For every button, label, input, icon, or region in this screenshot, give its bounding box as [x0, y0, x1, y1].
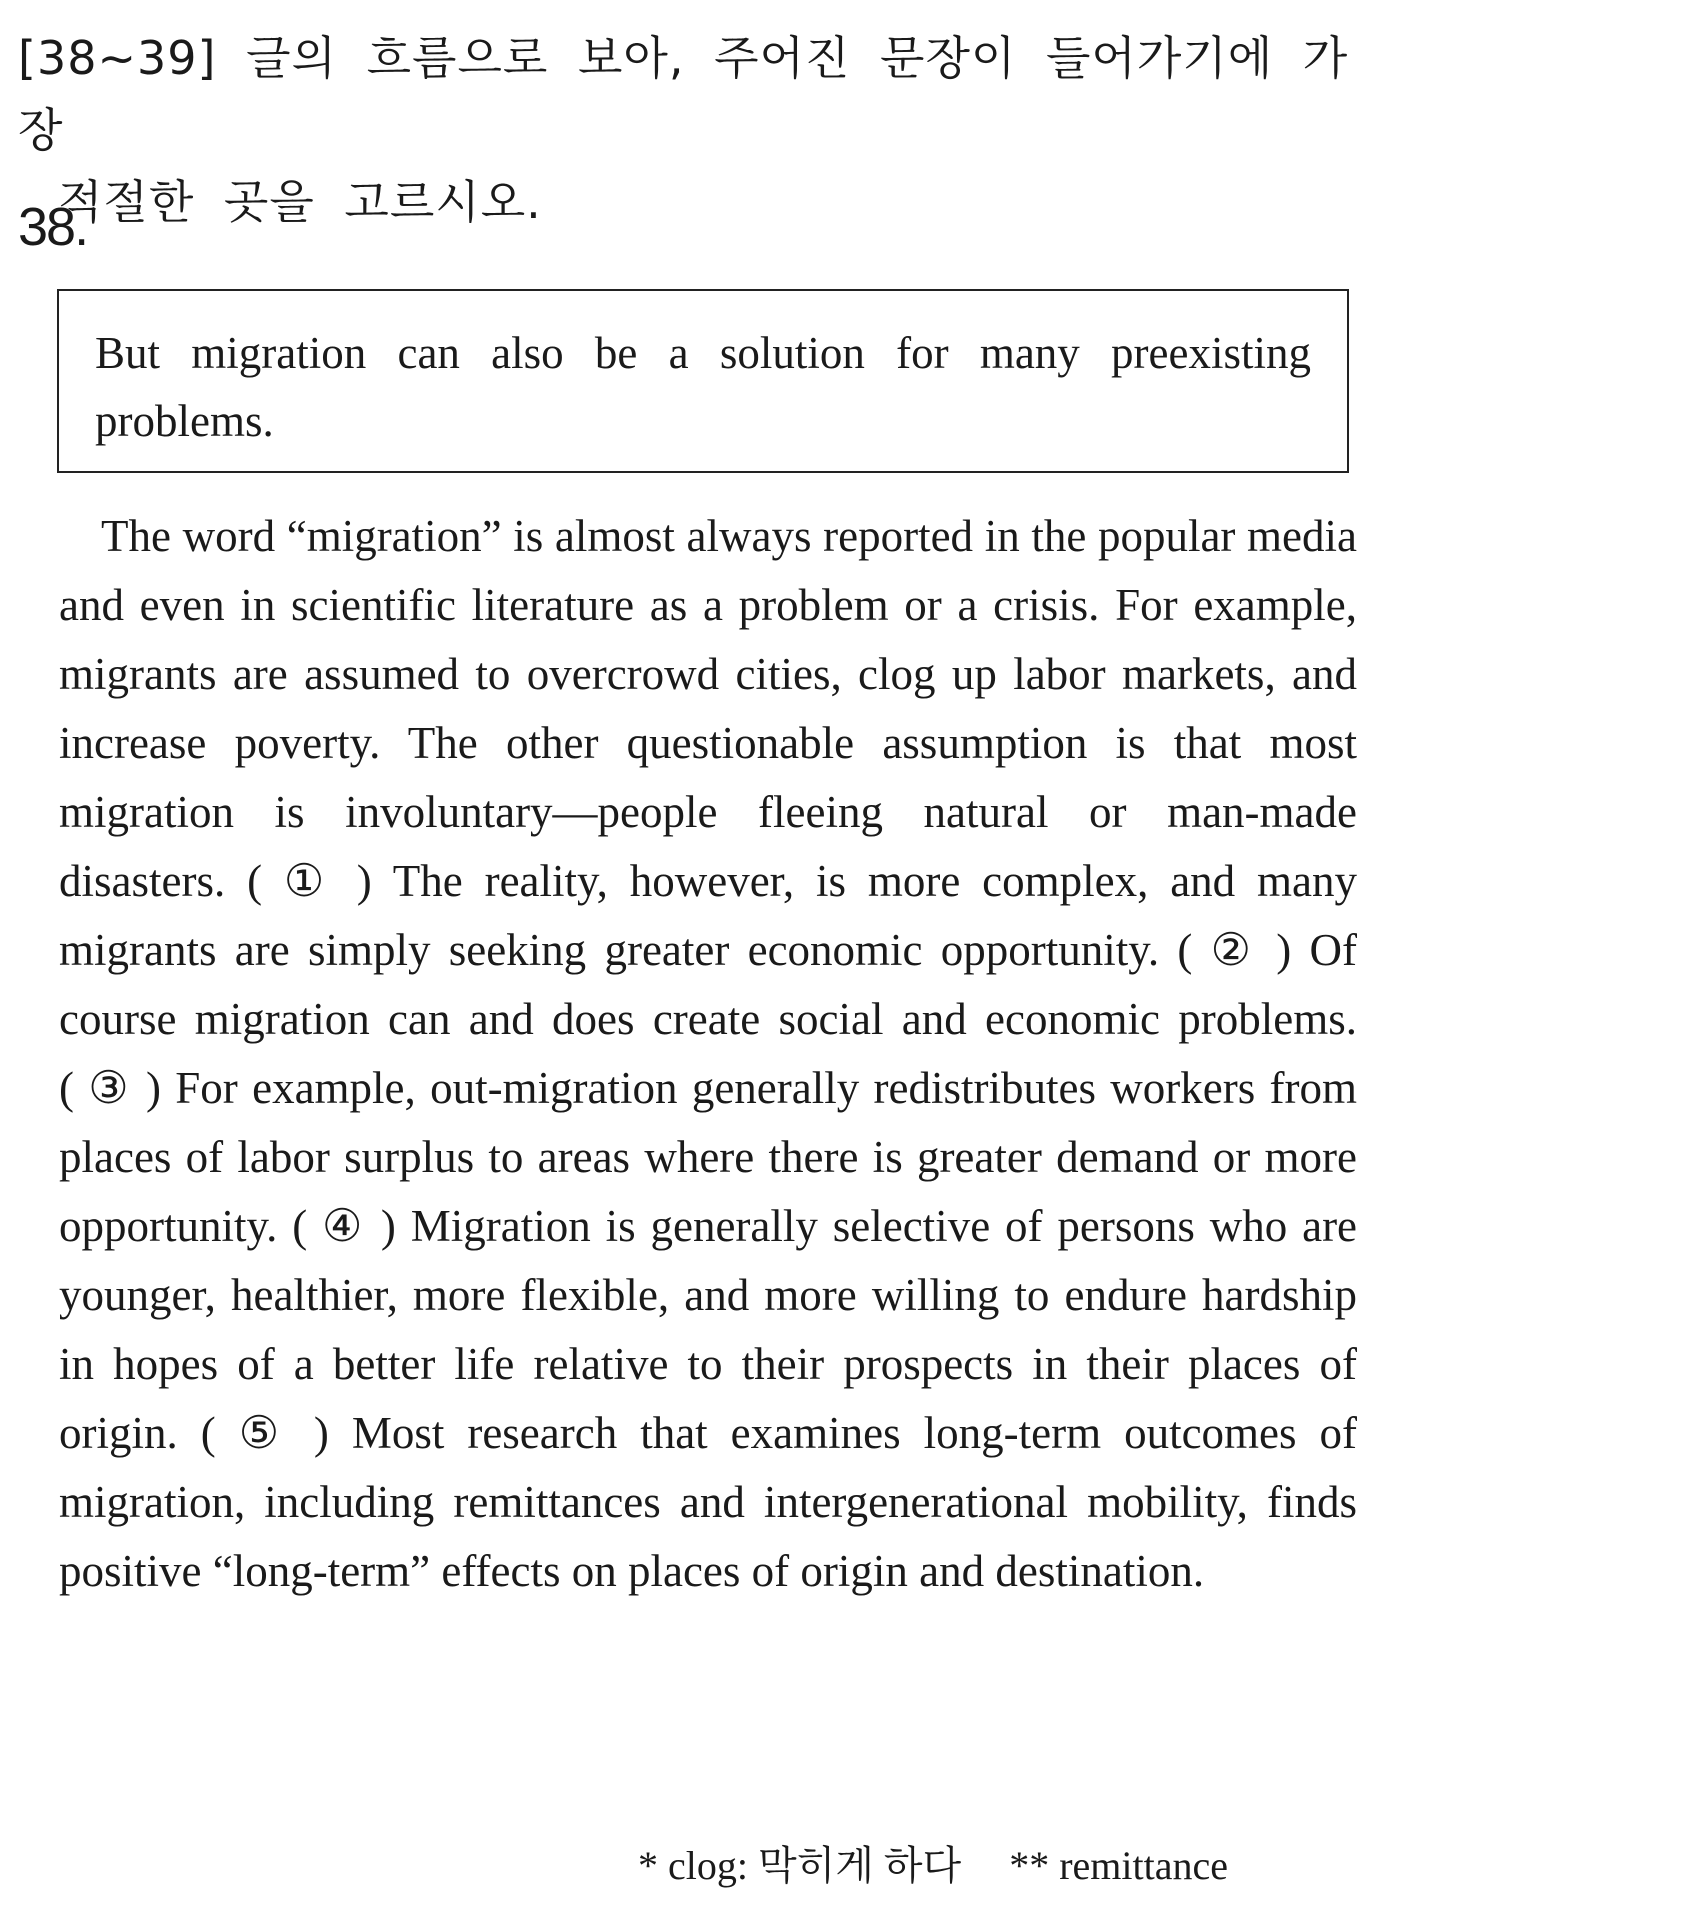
passage-segment: Most research that examines long-term outcomes of migration, including remittances and intergenerational mobility, finds positive “long-term” effects on places of origin and destination.	[59, 1408, 1358, 1596]
footnotes	[638, 1834, 1228, 1891]
blank-marker-5: ( ⑤ )	[200, 1408, 329, 1458]
footnote-remittance: ** remittance	[1009, 1843, 1228, 1888]
passage-segment: Migration is generally selective of persons who are younger, healthier, more flexible, and more willing to endure hardship in hopes of a better life relative to their prospects in their places of origin.	[59, 1201, 1358, 1458]
passage-segment: For example, out-migration generally redistributes workers from places of labor surplus to areas where there is greater demand or more opportunity.	[59, 1063, 1358, 1251]
given-sentence: But migration can also be a solution for many preexisting problems.	[95, 328, 1311, 446]
instruction-line-1: [38~39] 글의 흐름으로 보아, 주어진 문장이 들어가기에 가장	[18, 31, 1349, 157]
question-number: 38.	[18, 197, 88, 257]
passage-segment: The word “migration” is almost always reported in the popular media and even in scientific literature as a problem or a crisis. For example, migrants are assumed to overcrowd cities, clog up labor markets, and increase poverty. The other questionable assumption is that most migration is involuntary—people fleeing natural or man-made disasters.	[59, 511, 1357, 906]
instruction-text	[18, 22, 1358, 238]
passage-segment: Of course migration can and does create social and economic problems.	[59, 925, 1357, 1044]
blank-marker-2: ( ② )	[1177, 925, 1292, 975]
passage-segment: The reality, however, is more complex, and many migrants are simply seeking greater economic opportunity.	[59, 856, 1358, 975]
instruction-line-2: 적절한 곳을 고르시오.	[58, 175, 542, 229]
blank-marker-4: ( ④ )	[292, 1201, 396, 1251]
passage	[59, 502, 1357, 1606]
blank-marker-1: ( ① )	[247, 856, 372, 906]
footnote-clog: * clog: 막히게 하다	[638, 1843, 962, 1888]
given-sentence-box	[57, 289, 1349, 473]
blank-marker-3: ( ③ )	[59, 1063, 161, 1113]
